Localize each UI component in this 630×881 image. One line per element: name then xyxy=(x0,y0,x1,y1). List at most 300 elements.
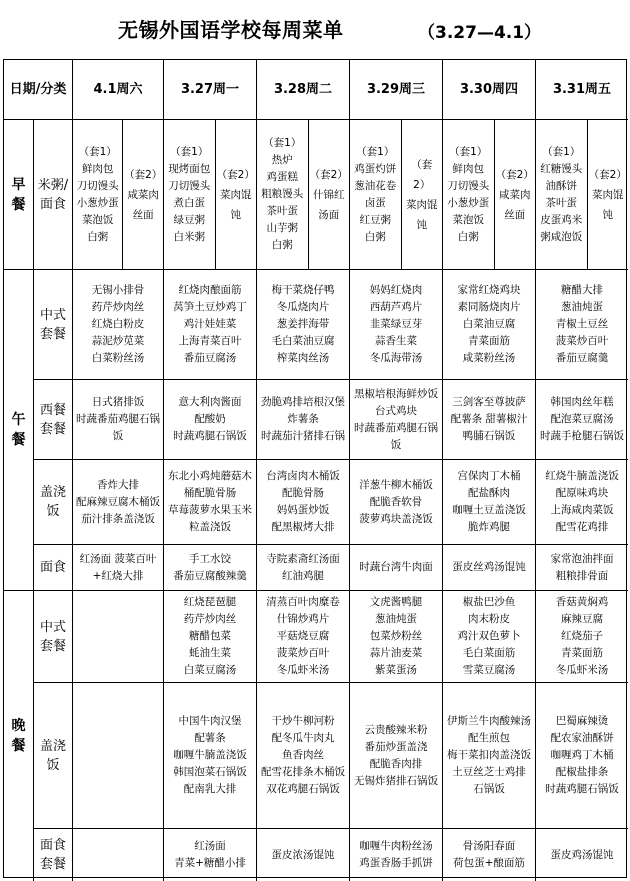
menu-items xyxy=(453,838,525,872)
menu-item: 配脆骨肠 xyxy=(282,487,324,499)
menu-item: 蛋皮鸡汤馄饨 xyxy=(550,848,614,861)
breakfast-set1 xyxy=(257,120,309,269)
menu-item: 油酥饼 xyxy=(545,179,577,192)
menu-item: 配冬瓜牛肉丸 xyxy=(271,732,335,744)
menu-item: 冬瓜烧肉片 xyxy=(276,301,330,313)
menu-item: 糖醋大排 xyxy=(561,284,603,296)
header-day: 3.27周一 xyxy=(164,60,257,120)
menu-item: 麻辣豆腐 xyxy=(561,613,603,625)
menu-item: 紫菜蛋汤 xyxy=(375,664,417,676)
meal-label-breakfast xyxy=(4,120,34,270)
menu-items xyxy=(173,282,247,367)
menu-item: 蒜片油麦菜 xyxy=(369,647,423,659)
menu-item: 红烧白粉皮 xyxy=(91,318,145,330)
category-label xyxy=(34,683,73,829)
menu-item: 鲜肉包 xyxy=(81,162,114,175)
lunch-noodle-cell xyxy=(536,545,628,591)
dinner-chinese-cell xyxy=(164,591,257,683)
menu-item: 药芹炒肉丝 xyxy=(183,613,237,625)
menu-item: 饨 xyxy=(602,208,613,221)
meal-label-char: 餐 xyxy=(11,196,26,213)
menu-item: 配脆香肉排 xyxy=(369,757,423,770)
menu-item: 石锅饭 xyxy=(473,783,505,795)
menu-item: 葱姜拌海带 xyxy=(276,318,330,330)
dinner-chinese-cell xyxy=(536,591,628,683)
category-label-line: 面食 xyxy=(39,838,66,853)
lunch-western-cell xyxy=(257,380,350,460)
lunch-rice-cell xyxy=(257,460,350,545)
menu-item: 白粥 xyxy=(87,230,109,243)
menu-item: （套1） xyxy=(263,137,302,149)
menu-item: 无锡炸猪排石锅饭 xyxy=(354,774,438,787)
menu-item: 肉末粉皮 xyxy=(468,613,510,625)
lunch-chinese-cell xyxy=(536,270,628,380)
lunch-noodle-cell xyxy=(443,545,536,591)
menu-item: 东北小鸡炖蘑菇木 xyxy=(168,470,252,482)
menu-item: 干炒牛柳河粉 xyxy=(271,715,335,727)
menu-item: 菜泡饭 xyxy=(81,213,114,226)
meal-label-char: 餐 xyxy=(11,432,26,448)
meal-label-text xyxy=(12,716,26,756)
menu-item: 草莓菠萝水果玉米 xyxy=(168,504,252,516)
menu-item: 煮白蛋 xyxy=(173,196,205,209)
menu-item: 咖喱牛肉粉丝汤 xyxy=(359,840,433,852)
lunch-western-cell xyxy=(443,380,536,460)
menu-item: 韭菜绿豆芽 xyxy=(369,318,423,330)
lunch-chinese-cell xyxy=(257,270,350,380)
category-label xyxy=(34,829,73,881)
menu-items xyxy=(370,594,423,679)
category-label-text xyxy=(40,483,66,521)
menu-item: 白粥 xyxy=(364,230,386,243)
menu-item: 菜泡饭 xyxy=(452,213,484,226)
dinner-rice-cell xyxy=(536,683,628,829)
menu-items xyxy=(173,551,247,585)
menu-item: （套2） xyxy=(495,168,534,181)
menu-item: 时蔬鸡腿石锅饭 xyxy=(545,783,619,795)
menu-item: 鱼香肉丝 xyxy=(282,749,324,761)
category-label-text xyxy=(40,306,66,344)
menu-item: 菜肉馄 xyxy=(406,198,438,211)
lunch-chinese-cell xyxy=(350,270,443,380)
meal-label-text xyxy=(12,410,26,450)
menu-item: 刀切馒头 xyxy=(447,179,490,192)
breakfast-set1 xyxy=(73,120,123,269)
menu-item: 红烧牛腩盖浇饭 xyxy=(545,470,619,482)
menu-item: 蛋皮丝鸡汤馄饨 xyxy=(452,561,526,573)
breakfast-cell xyxy=(350,120,443,270)
category-label xyxy=(34,545,73,591)
menu-item: 粗粮排骨面 xyxy=(555,569,609,582)
menu-item: （套2） xyxy=(309,168,348,181)
header-day: 3.31周五 xyxy=(536,60,628,120)
menu-item: 时蔬手枪腿石锅饭 xyxy=(540,430,624,442)
menu-item: 刀切馒头 xyxy=(76,179,119,192)
menu-item: 红糖馒头 xyxy=(540,162,583,175)
meal-label-lunch xyxy=(4,270,34,591)
menu-item: 家常泡油拌面 xyxy=(550,552,614,565)
menu-item: 素同肠烧肉片 xyxy=(457,301,521,313)
menu-item: 白菜油豆腐 xyxy=(462,318,516,330)
menu-item: 丝面 xyxy=(132,208,154,221)
menu-items xyxy=(551,551,614,585)
meal-label-text xyxy=(12,175,26,215)
breakfast-sets xyxy=(73,120,163,269)
breakfast-cell xyxy=(164,120,257,270)
menu-item: 配泡菜豆腐汤 xyxy=(550,413,614,425)
menu-item: 平菇烧豆腐 xyxy=(276,630,330,642)
date-range: （3.27—4.1） xyxy=(418,23,542,43)
menu-item: 寺院素斋红汤面 xyxy=(266,552,340,565)
menu-item: （套1） xyxy=(449,145,488,158)
menu-items xyxy=(359,477,433,528)
menu-items xyxy=(447,713,531,798)
menu-item: 蚝油生菜 xyxy=(189,647,231,659)
menu-item: 咖喱牛腩盖浇饭 xyxy=(173,749,247,761)
menu-item: 毛白菜油豆腐 xyxy=(271,335,335,347)
menu-item: 日式猪排饭 xyxy=(91,396,145,408)
menu-item: 劲脆鸡排培根汉堡 xyxy=(261,396,345,408)
menu-items xyxy=(359,559,433,576)
menu-item: 小葱炒蛋 xyxy=(76,196,119,209)
category-label xyxy=(34,380,73,460)
breakfast-cell xyxy=(443,120,536,270)
menu-item: 无锡小排骨 xyxy=(91,284,145,296)
dinner-rice-cell xyxy=(257,683,350,829)
menu-item: 糖醋包菜 xyxy=(189,630,231,642)
category-label-line: 套餐 xyxy=(39,326,66,342)
lunch-western-cell xyxy=(73,380,164,460)
menu-item: 番茄炒蛋盖浇 xyxy=(364,740,428,753)
menu-item: 韩国肉丝年糕 xyxy=(550,396,614,408)
menu-item: 咸菜肉 xyxy=(127,188,159,201)
category-label xyxy=(34,591,73,683)
category-label xyxy=(34,120,73,270)
menu-items xyxy=(551,847,614,864)
dinner-rice-cell xyxy=(164,683,257,829)
menu-item: 咖喱土豆盖浇饭 xyxy=(452,504,526,516)
menu-item: 西葫芦鸡片 xyxy=(369,301,423,313)
menu-item: 咖喱鸡丁木桶 xyxy=(550,749,614,761)
menu-items xyxy=(350,386,442,454)
menu-item: （套2） xyxy=(216,168,255,181)
menu-item: 青椒土豆丝 xyxy=(555,318,609,330)
menu-items xyxy=(370,282,423,367)
menu-items xyxy=(261,394,345,445)
category-label-line: 西餐 xyxy=(39,402,66,418)
lunch-rice-cell xyxy=(350,460,443,545)
menu-item: 台式鸡块 xyxy=(375,404,417,417)
menu-item: 咸菜粉丝汤 xyxy=(462,352,516,364)
menu-item: 冬瓜虾米汤 xyxy=(555,664,609,676)
menu-item: 蛋皮浓汤馄饨 xyxy=(271,848,335,861)
menu-item: 茄汁排条盖浇饭 xyxy=(81,512,155,525)
lunch-chinese-cell xyxy=(164,270,257,380)
menu-item: 配薯条 甜薯椒汁 xyxy=(450,413,528,425)
menu-item: 清蒸百叶肉糜卷 xyxy=(266,596,340,608)
menu-items xyxy=(92,282,145,367)
menu-item: 汤面 xyxy=(318,208,340,221)
menu-item: 中国牛肉汉堡 xyxy=(178,715,242,727)
menu-item: 妈妈红烧肉 xyxy=(369,284,423,296)
lunch-western-cell xyxy=(350,380,443,460)
menu-item: 茶叶蛋 xyxy=(266,205,298,217)
menu-item: 红烧肉酿面筋 xyxy=(178,284,242,296)
menu-item: +红烧大排 xyxy=(92,569,144,582)
menu-item: 热炉 xyxy=(271,154,293,166)
menu-item: 鸡蛋糕 xyxy=(266,171,298,183)
menu-item: 白米粥 xyxy=(173,230,205,243)
menu-item: 上海咸肉菜饭 xyxy=(550,504,614,516)
menu-item: 宫保肉丁木桶 xyxy=(457,470,521,482)
category-label-text xyxy=(40,836,66,874)
breakfast-set1 xyxy=(164,120,216,269)
menu-item: 菜肉馄 xyxy=(220,188,252,201)
menu-items xyxy=(173,394,247,445)
menu-item: （套2） xyxy=(588,168,627,181)
category-label-line: 饭 xyxy=(46,504,60,519)
breakfast-sets xyxy=(257,120,349,269)
menu-item: 葱油花卷 xyxy=(354,179,397,192)
breakfast-set2 xyxy=(123,120,163,269)
menu-item: 香菇黄焖鸡 xyxy=(555,596,609,608)
menu-items xyxy=(556,594,609,679)
menu-item: 红汤面 菠菜百叶 xyxy=(79,552,157,565)
menu-items xyxy=(556,282,609,367)
category-label-line: 中式 xyxy=(39,619,66,635)
lunch-noodle-cell xyxy=(164,545,257,591)
menu-item: 鲜肉包 xyxy=(452,162,484,175)
category-label-text xyxy=(40,558,66,577)
menu-item: 洋葱牛柳木桶饭 xyxy=(359,478,433,491)
menu-item: （套1） xyxy=(542,145,581,158)
menu-item: （套1） xyxy=(170,145,209,158)
menu-item: 青菜面筋 xyxy=(561,647,603,659)
breakfast-sets xyxy=(443,120,535,269)
header-day: 3.29周三 xyxy=(350,60,443,120)
lunch-chinese-cell xyxy=(73,270,164,380)
menu-items xyxy=(458,594,521,679)
menu-item: 饨 xyxy=(230,208,241,221)
menu-item: 脆炸鸡腿 xyxy=(468,521,510,533)
menu-item: 咸菜肉 xyxy=(499,188,531,201)
menu-item: 上海青菜百叶 xyxy=(178,335,242,347)
menu-item: 香炸大排 xyxy=(97,478,139,491)
menu-item: 白菜粉丝汤 xyxy=(91,352,145,364)
menu-items xyxy=(266,594,340,679)
menu-item: 青菜+糖醋小排 xyxy=(174,857,246,869)
menu-item: 时蔬鸡腿石锅饭 xyxy=(173,430,247,442)
meal-label-char: 午 xyxy=(11,412,26,428)
menu-item: 2） xyxy=(413,178,431,191)
category-label-line: 盖浇 xyxy=(39,485,66,500)
breakfast-sets xyxy=(350,120,442,269)
dinner-chinese-cell xyxy=(73,591,164,683)
menu-item: 菠菜炒百叶 xyxy=(555,335,609,347)
menu-items xyxy=(458,282,521,367)
menu-item: 红汤面 xyxy=(194,840,226,852)
menu-item: 黑椒培根海鲜炒饭 xyxy=(354,387,438,400)
menu-item: 蒜泥炒苋菜 xyxy=(91,335,145,347)
dinner-noodle-cell xyxy=(164,829,257,881)
menu-item: 椒盐巴沙鱼 xyxy=(462,596,516,608)
menu-item: 手工水饺 xyxy=(189,552,231,565)
menu-item: （套1） xyxy=(78,145,117,158)
lunch-western-cell xyxy=(536,380,628,460)
menu-item: 配脆香软骨 xyxy=(369,495,423,508)
menu-items xyxy=(545,468,619,536)
lunch-noodle-cell xyxy=(350,545,443,591)
menu-item: 配盐酥肉 xyxy=(468,487,510,499)
menu-item: 山芋粥 xyxy=(266,222,298,234)
breakfast-set1 xyxy=(536,120,588,269)
menu-item: 番茄豆腐汤 xyxy=(183,352,237,364)
menu-item: 配薯条 xyxy=(194,732,226,744)
menu-item: 土豆丝芝士鸡排 xyxy=(452,766,526,778)
menu-item: 饨 xyxy=(416,218,427,231)
menu-item: 菠菜炒百叶 xyxy=(276,647,330,659)
menu-item: 时蔬台湾牛肉面 xyxy=(359,561,433,573)
menu-item: 卤蛋 xyxy=(364,196,386,209)
menu-item: 小葱炒蛋 xyxy=(447,196,490,209)
menu-item: 鸡汁双色萝卜 xyxy=(457,630,521,642)
menu-items xyxy=(76,477,160,528)
menu-item: 红油鸡腿 xyxy=(282,569,324,582)
category-label-line: 中式 xyxy=(39,307,66,323)
menu-items xyxy=(540,394,624,445)
dinner-chinese-cell xyxy=(350,591,443,683)
menu-item: 冬瓜虾米汤 xyxy=(276,664,330,676)
menu-item: 莴笋土豆炒鸡丁 xyxy=(173,301,247,313)
breakfast-set2 xyxy=(309,120,349,269)
menu-item: 红烧茄子 xyxy=(561,630,603,642)
dinner-rice-cell xyxy=(443,683,536,829)
menu-items xyxy=(272,282,335,367)
menu-item: 韩国泡菜石锅饭 xyxy=(173,766,247,778)
menu-item: 台湾卤肉木桶饭 xyxy=(266,470,340,482)
breakfast-set1 xyxy=(350,120,402,269)
menu-item: 鸡蛋灼饼 xyxy=(354,162,397,175)
menu-items xyxy=(266,551,340,585)
menu-item: 榨菜肉丝汤 xyxy=(276,352,330,364)
category-label-line: 套餐 xyxy=(39,638,66,654)
menu-item: 梅干菜烧仔鸭 xyxy=(271,284,335,296)
breakfast-cell xyxy=(257,120,350,270)
menu-item: 茶叶蛋 xyxy=(545,196,577,209)
dinner-chinese-cell xyxy=(257,591,350,683)
menu-item: （套1） xyxy=(356,145,395,158)
lunch-chinese-cell xyxy=(443,270,536,380)
menu-item: （套 xyxy=(411,158,433,171)
menu-items xyxy=(354,722,438,790)
menu-item: 配椒盐排条 xyxy=(555,766,609,778)
menu-item: 红烧琵琶腿 xyxy=(183,596,237,608)
header-date-category: 日期/分类 xyxy=(4,60,73,120)
menu-items xyxy=(452,468,526,536)
menu-item: 配原味鸡块 xyxy=(555,487,609,499)
category-label-line: 饭 xyxy=(46,757,60,773)
header-day: 3.30周四 xyxy=(443,60,536,120)
breakfast-set2 xyxy=(402,120,442,269)
menu-item: 粒盖浇饭 xyxy=(189,521,231,533)
menu-items xyxy=(184,594,237,679)
menu-item: 骨汤阳春面 xyxy=(462,840,516,852)
meal-label-char: 早 xyxy=(11,176,26,193)
menu-item: 雪菜豆腐汤 xyxy=(462,664,516,676)
dinner-noodle-cell xyxy=(443,829,536,881)
menu-item: 粥咸泡饭 xyxy=(540,230,583,243)
menu-item: 白粥 xyxy=(457,230,479,243)
category-label-line: 套餐 xyxy=(39,421,66,437)
menu-items xyxy=(272,847,335,864)
breakfast-set2 xyxy=(588,120,628,269)
menu-item: 白粥 xyxy=(271,239,293,251)
lunch-rice-cell xyxy=(164,460,257,545)
menu-items xyxy=(168,468,252,536)
menu-item: 绿豆粥 xyxy=(173,213,205,226)
menu-item: 时蔬番茄鸡腿石锅饭 xyxy=(76,413,160,442)
lunch-rice-cell xyxy=(443,460,536,545)
dinner-rice-cell xyxy=(73,683,164,829)
breakfast-set1 xyxy=(443,120,495,269)
menu-item: 家常红烧鸡块 xyxy=(457,284,521,296)
menu-item: 蒜香生菜 xyxy=(375,335,417,347)
lunch-rice-cell xyxy=(536,460,628,545)
menu-item: 菠萝鸡块盖浇饭 xyxy=(359,512,433,525)
menu-item: 文虎酱鸭腿 xyxy=(369,596,423,608)
menu-item: 鸡蛋香肠手抓饼 xyxy=(359,857,433,869)
menu-items xyxy=(451,394,528,445)
meal-label-dinner xyxy=(4,591,34,881)
category-label-text xyxy=(40,401,66,439)
menu-item: 三剑客至尊披萨 xyxy=(452,396,526,408)
lunch-western-cell xyxy=(164,380,257,460)
breakfast-set2 xyxy=(216,120,256,269)
menu-item: 桶配脆骨肠 xyxy=(183,487,237,499)
menu-items xyxy=(261,713,345,798)
menu-item: 青菜面筋 xyxy=(468,335,510,347)
menu-item: 炸薯条 xyxy=(287,413,319,425)
breakfast-cell xyxy=(73,120,164,270)
menu-item: （套2） xyxy=(124,168,163,181)
dinner-noodle-cell xyxy=(73,829,164,881)
meal-label-char: 晚 xyxy=(11,718,26,734)
menu-item: 红豆粥 xyxy=(359,213,391,226)
category-label xyxy=(34,270,73,380)
menu-item: 番茄豆腐羹 xyxy=(555,352,609,364)
menu-item: 配雪花鸡排 xyxy=(555,521,609,533)
menu-items xyxy=(266,468,340,536)
menu-item: 鸭脯石锅饭 xyxy=(462,430,516,442)
category-label-line: 套餐 xyxy=(39,857,66,872)
dinner-chinese-cell xyxy=(443,591,536,683)
menu-item: 什锦红 xyxy=(313,188,345,201)
menu-item: 什锦炒鸡片 xyxy=(276,613,330,625)
menu-item: 冬瓜海带汤 xyxy=(369,352,423,364)
menu-item: 时蔬茄汁猪排石锅 xyxy=(261,430,345,442)
menu-item: 丝面 xyxy=(504,208,526,221)
menu-item: 双花鸡腿石锅饭 xyxy=(266,783,340,795)
menu-item: 白菜豆腐汤 xyxy=(183,664,237,676)
menu-items xyxy=(359,838,433,872)
menu-item: 荷包蛋+酿面筋 xyxy=(453,857,525,869)
menu-item: 现烤面包 xyxy=(168,162,211,175)
page-title: 无锡外国语学校每周菜单 xyxy=(118,18,344,42)
dinner-noodle-cell xyxy=(257,829,350,881)
menu-item: 葱油炖蛋 xyxy=(561,301,603,313)
category-label-line: 米粥/ xyxy=(37,177,69,193)
category-label-text xyxy=(40,618,66,656)
